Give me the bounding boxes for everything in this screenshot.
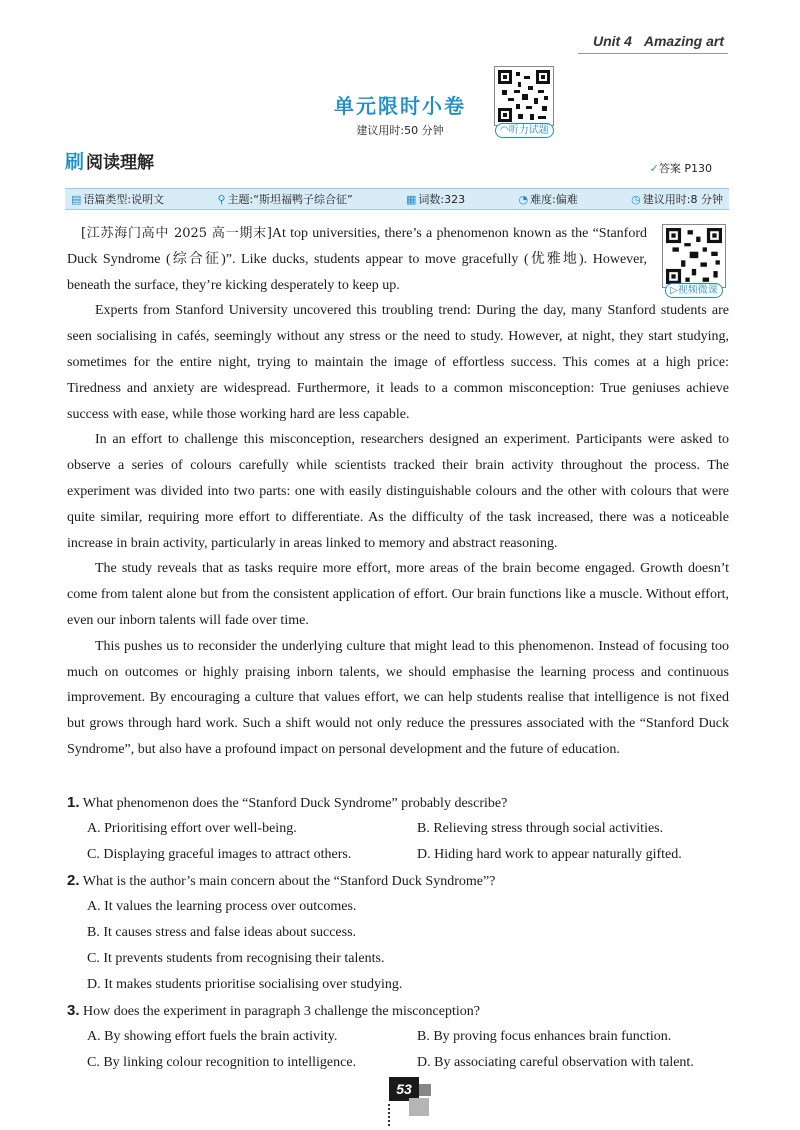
search-icon: ⚲ [217, 193, 226, 206]
page-number: 53 [389, 1077, 419, 1101]
option-c[interactable]: C. It prevents students from recognising their talents. [87, 951, 385, 966]
word-count: ▦ 词数:323 [406, 193, 466, 206]
play-icon: ▷ [670, 285, 678, 296]
option-c[interactable]: C. By linking colour recognition to intelligence. [87, 1055, 357, 1070]
page-decoration [409, 1098, 429, 1116]
question-3 [67, 998, 729, 1076]
page-dots [388, 1104, 390, 1128]
option-a[interactable]: A. It values the learning process over outcomes. [87, 899, 357, 914]
option-d[interactable]: D. Hiding hard work to appear naturally gifted. [417, 847, 682, 862]
option-a[interactable]: A. Prioritising effort over well-being. [87, 821, 297, 836]
option-a[interactable]: A. By showing effort fuels the brain activity. [87, 1029, 338, 1044]
answer-reference: ✓答案 P130 [649, 162, 712, 175]
book-icon: ▤ [71, 193, 82, 206]
paragraph-3: In an effort to challenge this misconception, researchers designed an experiment. Participants were asked to observe a series of colours carefully while scientists tracked their brain activity throughout the process. The experiment was divided into two parts: one with easily distinguishable colours and the other with colours that were quite similar, requiring more effort to differentiate. As the difficulty of the task increased, there was a noticeable increase in brain activity, particularly in areas linked to memory and abstract reasoning. [67, 432, 729, 551]
difficulty: ◔ 难度:偏难 [518, 193, 578, 206]
option-d[interactable]: D. By associating careful observation with talent. [417, 1055, 694, 1070]
document-icon: ▦ [406, 193, 417, 206]
time-suggest: ◷ 建议用时:8 分钟 [631, 193, 723, 206]
text-type: ▤ 语篇类型:说明文 [71, 193, 165, 206]
option-d[interactable]: D. It makes students prioritise socialising over studying. [87, 977, 403, 992]
options [67, 1024, 729, 1076]
question-list [67, 790, 729, 1076]
paragraph-2: Experts from Stanford University uncovered this troubling trend: During the day, many Stanford students are seen socialising in cafés, seemingly without any stress or the need to study. However, at night, they start studying, sometimes for the entire night, trying to maintain the image of effortless success. This comes at a high price: Tiredness and anxiety are widespread. Furthermore, it leads to a common misconception: True geniuses achieve success with ease, while those working hard are less capable. [67, 303, 729, 422]
options [67, 894, 729, 998]
unit-header [593, 33, 724, 49]
page-title: 单元限时小卷 [334, 94, 466, 118]
page-decoration [419, 1084, 431, 1096]
clock-icon: ◷ [631, 193, 641, 206]
question-1 [67, 790, 729, 868]
brush-icon: 刷 [65, 151, 85, 173]
paragraph-5: This pushes us to reconsider the underlying culture that might lead to this phenomenon. Instead of focusing too much on outcomes or highly praising inborn talents, we should emphasise the learning process and continuous improvement. By encouraging a culture that values effort, we can help students realise that intelligence is not fixed but grows through hard work. Such a shift would not only reduce the pressures associated with the “Stanford Duck Syndrome”, but also have a profound impact on personal development and the future of education. [67, 638, 729, 757]
headphone-icon: ◠ [500, 125, 509, 136]
topic: ⚲ 主题:“斯坦福鸭子综合征” [217, 193, 353, 206]
options [67, 816, 729, 868]
unit-number: Unit 4 [592, 33, 632, 49]
reading-passage [67, 221, 729, 763]
passage-source: [江苏海门高中 2025 高一期末] [81, 226, 272, 241]
section-title [65, 147, 154, 174]
header-rule [578, 53, 728, 54]
suggested-time: 建议用时:50 分钟 [356, 124, 444, 137]
qr-code-icon [498, 70, 550, 122]
option-c[interactable]: C. Displaying graceful images to attract others. [87, 847, 352, 862]
gauge-icon: ◔ [518, 193, 529, 206]
paragraph-4: The study reveals that as tasks require more effort, more areas of the brain become engaged. Growth doesn’t come from talent alone but from the consistent application of effort. Our brain functions like a muscle. Without effort, even our inborn talents will fade over time. [67, 561, 729, 628]
video-lesson-label[interactable]: ▷视频微课 [665, 283, 723, 298]
section-name: 阅读理解 [86, 153, 155, 173]
option-b[interactable]: B. By proving focus enhances brain function. [417, 1029, 672, 1044]
unit-name: Amazing art [643, 33, 724, 49]
listening-label[interactable]: ◠听力试题 [495, 123, 554, 138]
paragraph-1: [江苏海门高中 2025 高一期末]At top universities, there’s a phenomenon known as the “Stanford Duck Syndrome (综合征)”. Like ducks, students appear to move gracefully (优雅地). However, beneath the surface, they’re kicking desperately to keep up. [67, 226, 648, 293]
question-stem: 3. How does the experiment in paragraph 3 challenge the misconception? [67, 1002, 480, 1019]
question-stem: 2. What is the author’s main concern about the “Stanford Duck Syndrome”? [67, 872, 496, 889]
passage-info-bar [65, 188, 729, 210]
option-b[interactable]: B. It causes stress and false ideas about success. [87, 925, 357, 940]
question-stem: 1. What phenomenon does the “Stanford Duck Syndrome” probably describe? [67, 794, 508, 811]
question-2 [67, 868, 729, 998]
checkmark-icon: ✓ [649, 162, 659, 175]
listening-qr-code[interactable] [494, 66, 554, 126]
option-b[interactable]: B. Relieving stress through social activities. [417, 821, 664, 836]
